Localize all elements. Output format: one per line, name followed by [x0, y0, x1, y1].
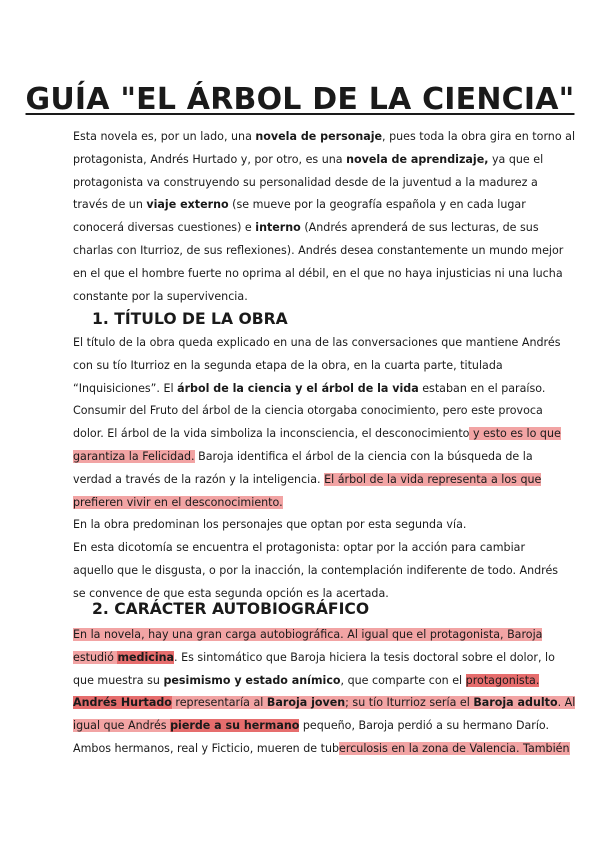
highlight-strong: pierde a su hermano [170, 719, 300, 733]
highlight: En la novela, hay una gran carga autobiográfica. [73, 628, 348, 641]
section-autobiografico-paragraph: En la novela, hay una gran carga autobiográfica. Al igual que el protagonista, Baroja estudió medicina. Es sintomático que Baroja hiciera la tesis doctoral sobre el dolor, lo que muestra su pesimismo y estado anímico, que comparte con el protagonista. Andrés Hurtado representaría al Baroja joven; su tío Iturrioz sería el Baroja adulto. Al igual que Andrés pierde a su hermano pequeño, Baroja perdió a su hermano Darío. Ambos hermanos, real y Ficticio, mueren de tuberculosis en la zona de Valencia. También [73, 628, 576, 755]
highlight: ; su tío Iturrioz sería el [345, 696, 474, 710]
highlight: representaría al [171, 696, 267, 710]
highlight: . Al [557, 696, 576, 710]
highlight-strong: Andrés Hurtado [73, 696, 172, 710]
highlight: y esto es lo que [469, 427, 561, 441]
highlight: igual que Andrés [73, 719, 171, 733]
highlight: Al igual que el protagonista, Baroja [347, 628, 543, 641]
highlight: erculosis en la zona de Valencia. También [339, 741, 570, 755]
highlight-strong: medicina [117, 650, 175, 664]
highlight: garantiza la Felicidad. [73, 449, 195, 463]
highlight: prefieren vivir en el desconocimiento. [73, 495, 283, 509]
section-heading-autobiografico: 2. CARÁCTER AUTOBIOGRÁFICO [92, 600, 370, 618]
intro-paragraph: Esta novela es, por un lado, una novela de personaje, pues toda la obra gira en torno al protagonista, Andrés Hurtado y, por otro, es una novela de aprendizaje, ya que el protagonista va construyendo su personalidad desde de la juventud a la madurez a través de un viaje externo (se mueve por la geografía española y en cada lugar conocerá diversas cuestiones) e interno (Andrés aprenderá de sus lecturas, de sus charlas con Iturrioz, de sus reflexiones). Andrés desea constantemente un mundo mejor en el que el hombre fuerte no oprima al débil, en el que no haya injusticias ni una lucha constante por la supervivencia. [73, 130, 576, 303]
section-heading-titulo: 1. TÍTULO DE LA OBRA [92, 310, 288, 328]
highlight: Baroja joven [266, 696, 346, 710]
highlight-strong: protagonista. [465, 673, 540, 687]
highlight: El árbol de la vida representa a los que [324, 472, 542, 486]
section-titulo-paragraph: El título de la obra queda explicado en una de las conversaciones que mantiene Andrés con su tío Iturrioz en la segunda etapa de la obra, en la cuarta parte, titulada “Inquisiciones”. El árbol de la ciencia y el árbol de la vida estaban en el paraíso. Consumir del Fruto del árbol de la ciencia otorgaba conocimiento, pero este provoca dolor. El árbol de la vida simboliza la inconsciencia, el desconocimiento y esto es lo que garantiza la Felicidad. Baroja identifica el árbol de la ciencia con la búsqueda de la verdad a través de la razón y la inteligencia. El árbol de la vida representa a los que prefieren vivir en el desconocimiento. En la obra predominan los personajes que optan por esta segunda vía. En esta dicotomía se encuentra el protagonista: optar por la acción para cambiar aquello que le disgusta, o por la inacción, la contemplación indiferente de todo. Andrés se convence de que esta segunda opción es la acertada. [73, 336, 561, 600]
highlight: estudió [73, 650, 118, 664]
highlight: Baroja adulto [473, 696, 558, 710]
page-title: GUÍA "EL ÁRBOL DE LA CIENCIA" [25, 82, 575, 117]
